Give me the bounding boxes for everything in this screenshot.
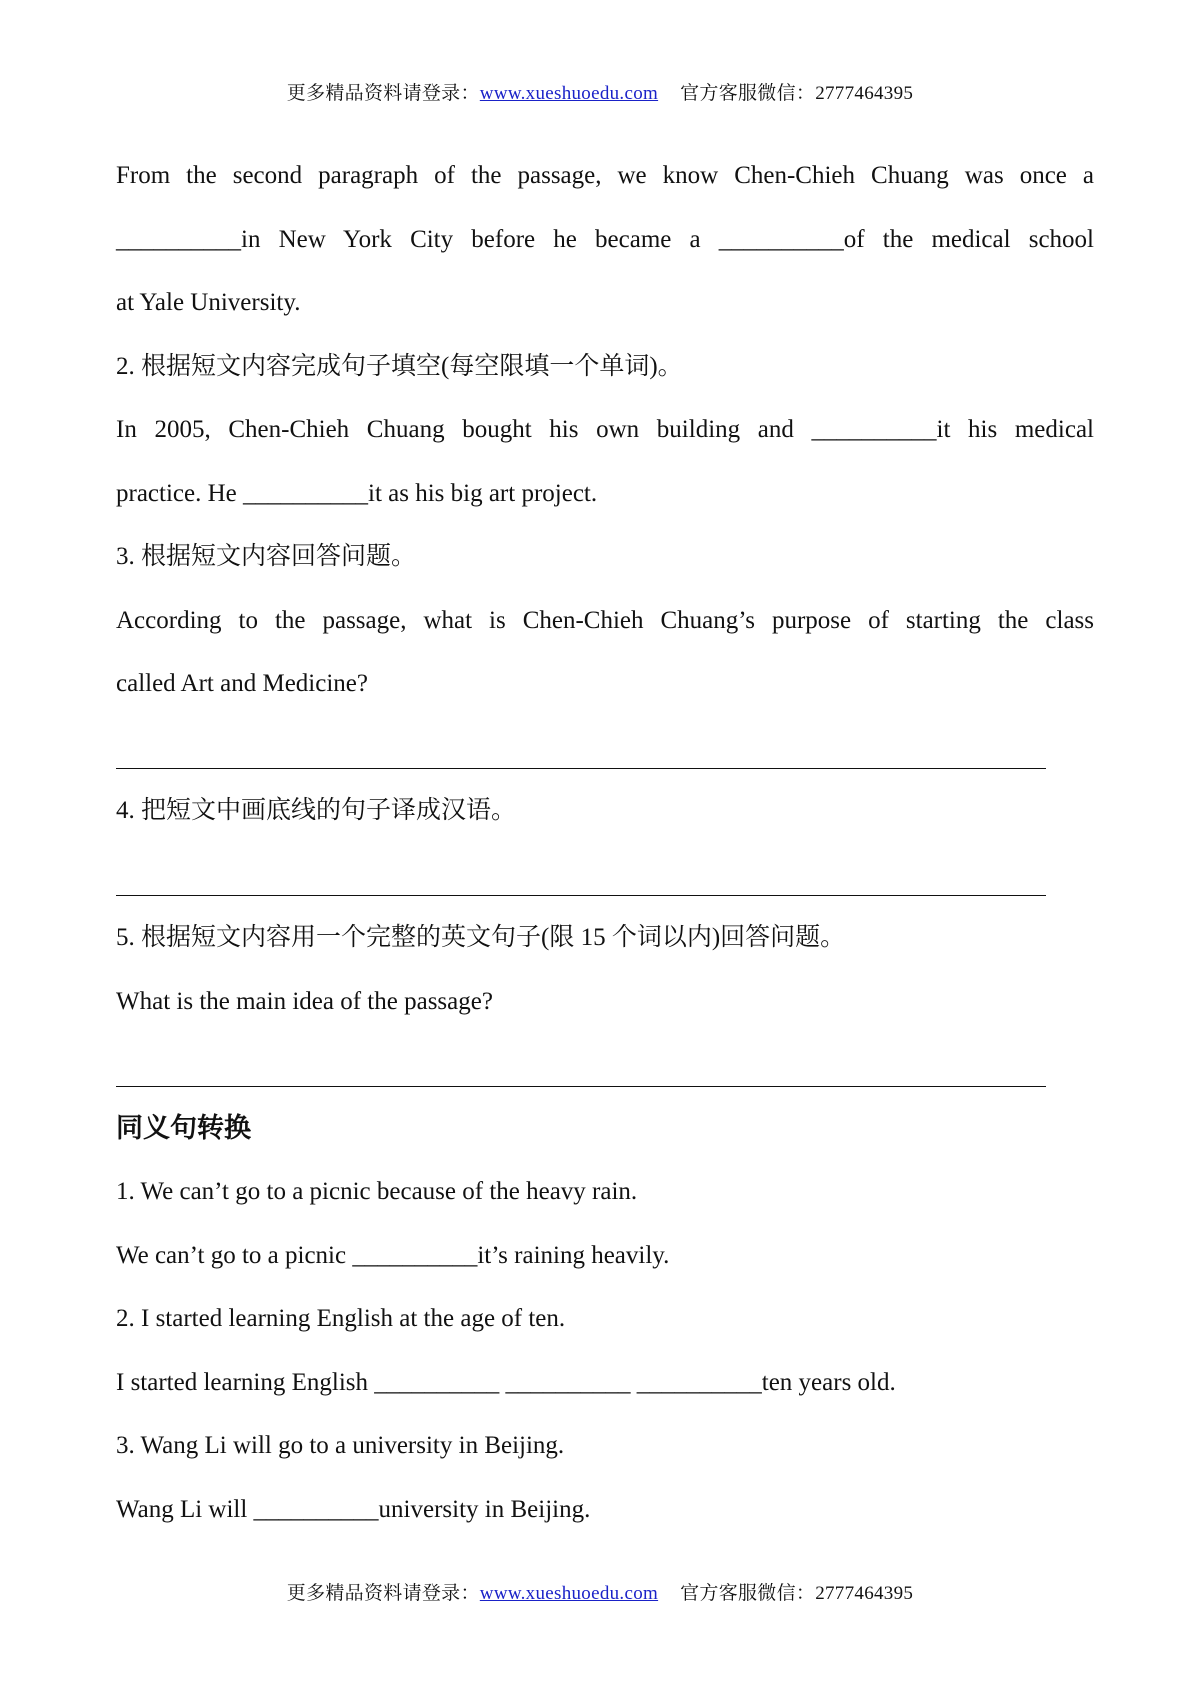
q2-line-2: practice. He __________it as his big art project. [116, 479, 598, 507]
header-website-link[interactable]: www.xueshuoedu.com [479, 83, 659, 104]
footer-website-link[interactable]: www.xueshuoedu.com [479, 1583, 659, 1604]
q5-answer-line[interactable] [116, 1033, 1094, 1097]
q5-instruction: 5. 根据短文内容用一个完整的英文句子(限 15 个词以内)回答问题。 [116, 924, 846, 951]
q1-line-3: at Yale University. [116, 289, 301, 316]
q3-instruction: 3. 根据短文内容回答问题。 [116, 543, 417, 570]
header-prefix: 更多精品资料请登录： [286, 83, 480, 104]
page-header [0, 78, 1200, 105]
q3-line-2: called Art and Medicine? [116, 670, 368, 697]
footer-prefix: 更多精品资料请登录： [286, 1583, 480, 1604]
footer-service-contact: 官方客服微信：2777464395 [680, 1583, 914, 1604]
q5-question: What is the main idea of the passage? [116, 987, 493, 1015]
answer-rule [116, 895, 1046, 896]
answer-rule [116, 768, 1046, 769]
synonym-3-rewrite: Wang Li will __________university in Beijing. [116, 1495, 591, 1523]
synonym-3-original: 3. Wang Li will go to a university in Beijing. [116, 1432, 565, 1459]
q4-answer-line[interactable] [116, 843, 1094, 907]
page-content [116, 144, 1094, 1541]
synonym-1-original: 1. We can’t go to a picnic because of the heavy rain. [116, 1178, 638, 1205]
q2-line-1: In 2005, Chen-Chieh Chuang bought his own building and __________it his medical [116, 416, 1094, 443]
q3-answer-line[interactable] [116, 716, 1094, 780]
q4-instruction: 4. 把短文中画底线的句子译成汉语。 [116, 797, 517, 824]
q1-line-2: __________in New York City before he became a __________of the medical school [116, 225, 1094, 253]
section-title: 同义句转换 [116, 1112, 251, 1144]
header-service-contact: 官方客服微信：2777464395 [680, 83, 914, 104]
q3-line-1: According to the passage, what is Chen-Chieh Chuang’s purpose of starting the class [116, 606, 1094, 634]
synonym-1-rewrite: We can’t go to a picnic __________it’s raining heavily. [116, 1241, 670, 1269]
answer-rule [116, 1086, 1046, 1087]
page-footer [0, 1578, 1200, 1605]
q1-line-1: From the second paragraph of the passage, we know Chen-Chieh Chuang was once a [116, 162, 1094, 189]
q2-instruction: 2. 根据短文内容完成句子填空(每空限填一个单词)。 [116, 352, 683, 380]
synonym-2-rewrite: I started learning English __________ __________ __________ten years old. [116, 1368, 896, 1396]
synonym-2-original: 2. I started learning English at the age of ten. [116, 1305, 566, 1332]
